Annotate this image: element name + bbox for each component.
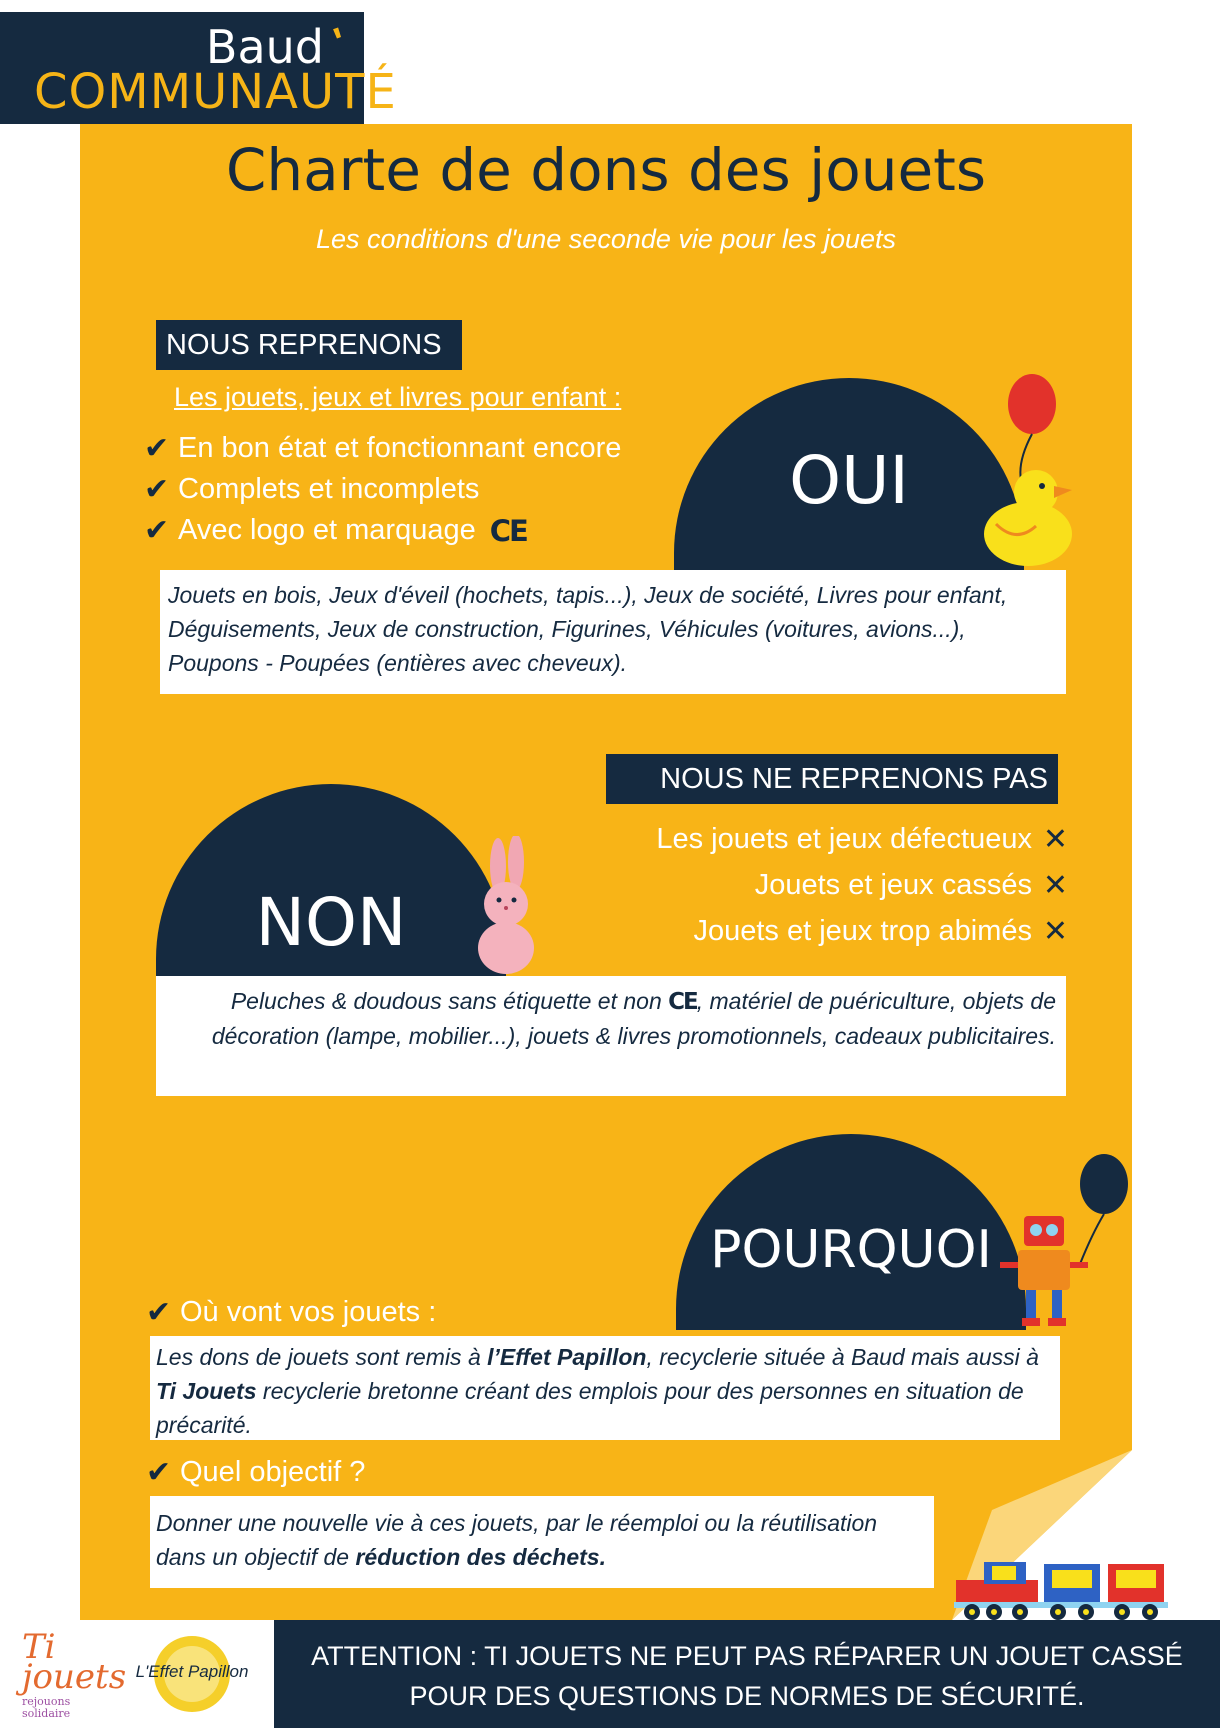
list-item (146, 1292, 436, 1333)
dome-oui (674, 378, 1024, 574)
duck-icon (984, 470, 1072, 566)
list-item: ✔ En bon état et fonctionnant encore (144, 432, 622, 465)
effet-papillon-logo: L'Effet Papillon (132, 1628, 252, 1720)
train-icon (954, 1558, 1174, 1622)
duck-balloon-illustration (976, 374, 1076, 574)
check-icon: ✔ (144, 432, 170, 465)
balloon-icon (1080, 1154, 1128, 1264)
ti-jouets-highlight: Ti Jouets (156, 1378, 257, 1404)
cross-icon: ✕ (1042, 914, 1068, 948)
list-item (146, 1452, 365, 1493)
reduction-dechets-highlight: réduction des déchets. (355, 1544, 606, 1570)
logo-accent: ʹ (329, 19, 354, 65)
ti-jouets-logo: Ti jouets rejouons solidaire (22, 1627, 127, 1720)
balloon-icon (1008, 374, 1056, 484)
list-item: ✔ Complets et incomplets (144, 473, 480, 506)
cross-icon: ✕ (1042, 868, 1068, 902)
check-icon: ✔ (144, 473, 170, 506)
q2-heading: Quel objectif ? (180, 1456, 366, 1488)
banner-nous-reprenons: NOUS REPRENONS (156, 320, 462, 370)
list-item: ✔ Avec logo et marquage CE (144, 513, 527, 548)
partner-logos (0, 1620, 274, 1728)
baud-communaute-logo (0, 12, 397, 124)
dome-non-label: NON (255, 884, 407, 961)
q1-heading: Où vont vos jouets : (180, 1296, 437, 1328)
bunny-icon (464, 836, 550, 976)
non-list (656, 816, 1068, 954)
check-icon: ✔ (146, 1296, 172, 1329)
q1-heading-row (146, 1292, 436, 1333)
dome-pourquoi (676, 1134, 1026, 1330)
logo-line1: Baud (205, 20, 324, 74)
check-icon: ✔ (146, 1456, 172, 1489)
q2-text-box: Donner une nouvelle vie à ces jouets, par le réemploi ou la réutilisation dans un objectif de réduction des déchets. (150, 1496, 934, 1588)
page-subtitle: Les conditions d'une seconde vie pour les jouets (315, 224, 897, 254)
cross-icon: ✕ (1042, 822, 1068, 856)
dome-pourquoi-label: POURQUOI (710, 1220, 992, 1280)
attention-banner: ATTENTION : TI JOUETS NE PEUT PAS RÉPARER UN JOUET CASSÉ POUR DES QUESTIONS DE NORMES DE SÉCURITÉ. (274, 1620, 1220, 1728)
ce-mark: CE (668, 989, 697, 1015)
dome-non (156, 784, 506, 980)
dome-oui-label: OUI (789, 442, 909, 519)
logo-line2: COMMUNAUTÉ (34, 64, 397, 120)
poster (80, 124, 1132, 1620)
q1-text-box: Les dons de jouets sont remis à l’Effet Papillon, recyclerie située à Baud mais aussi à Ti Jouets recyclerie bretonne créant des emplois pour des personnes en situation de précarité. (150, 1336, 1060, 1440)
page-title: Charte de dons des jouets (225, 136, 987, 204)
non-examples-box: Peluches & doudous sans étiquette et non CE, matériel de puériculture, objets de décoration (lampe, mobilier...), jouets & livres promotionnels, cadeaux publicitaires. (156, 976, 1066, 1096)
list-item: Jouets et jeux cassés ✕ (754, 868, 1068, 902)
q2-heading-row (146, 1452, 365, 1493)
banner-nous-ne-reprenons-pas: NOUS NE REPRENONS PAS (606, 754, 1058, 804)
list-item: Les jouets et jeux défectueux ✕ (656, 822, 1068, 856)
oui-heading: Les jouets, jeux et livres pour enfant : (174, 382, 622, 412)
robot-icon (1000, 1216, 1088, 1326)
robot-balloon-illustration (996, 1154, 1132, 1334)
list-item: Jouets et jeux trop abimés ✕ (693, 914, 1068, 948)
oui-examples-box: Jouets en bois, Jeux d'éveil (hochets, tapis...), Jeux de société, Livres pour enfant, Déguisements, Jeux de construction, Figurines, Véhicules (voitures, avions...), Poupons - Poupées (entières avec cheveux). (160, 570, 1066, 694)
ce-mark: CE (489, 513, 527, 548)
check-icon: ✔ (144, 514, 170, 547)
effet-papillon-highlight: l’Effet Papillon (487, 1344, 647, 1370)
oui-list (144, 428, 621, 551)
